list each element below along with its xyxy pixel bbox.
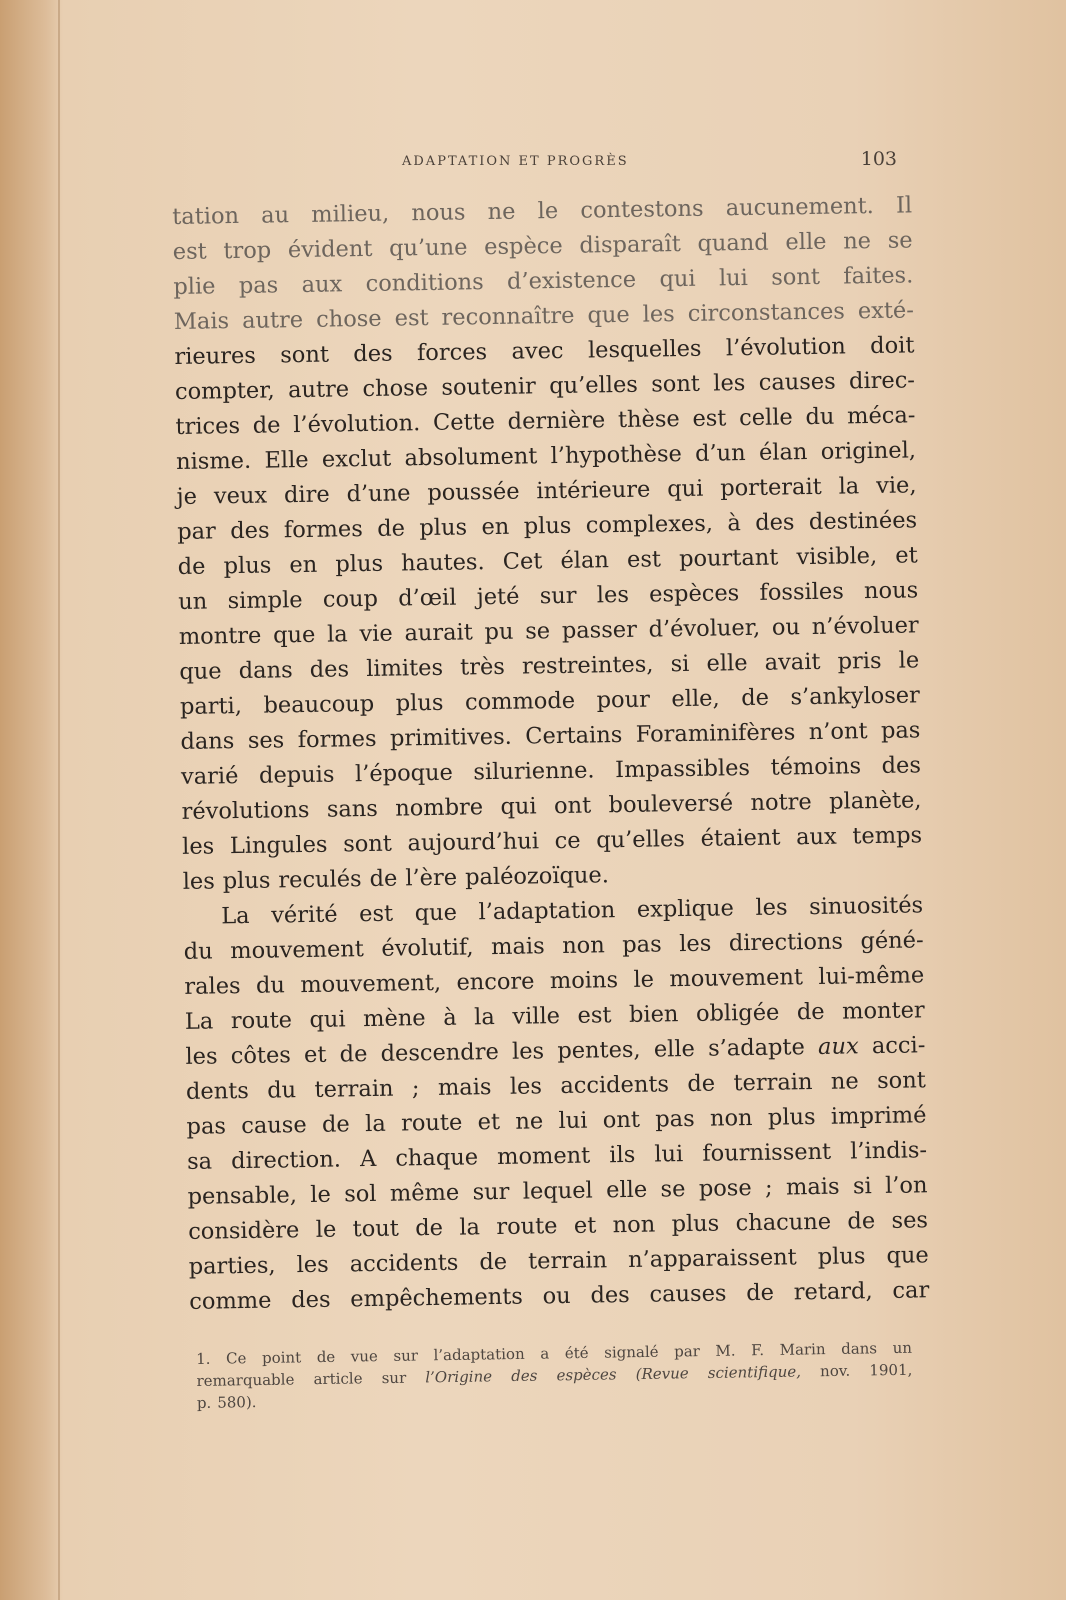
body-text-line: pas cause de la route et ne lui ont pas non plus imprimé	[186, 1102, 927, 1140]
footnote-line: p. 580).	[196, 1393, 257, 1412]
body-text-line: parti, beaucoup plus commode pour elle, de s’ankyloser	[179, 682, 921, 720]
body-text-line: rieures sont des forces avec lesquelles l’évolution doit	[174, 332, 915, 370]
body-text-line: les Lingules sont aujourd’hui ce qu’elles étaient aux temps	[181, 822, 923, 860]
body-text-line: montre que la vie aurait pu se passer d’évoluer, ou n’évoluer	[178, 612, 919, 650]
body-text-line: plie pas aux conditions d’existence qui lui sont faites.	[173, 262, 914, 300]
body-text-line: pensable, le sol même sur lequel elle se pose ; mais si l’on	[187, 1172, 928, 1210]
body-text	[172, 188, 930, 1319]
body-text-line: un simple coup d’œil jeté sur les espèces fossiles nous	[178, 577, 919, 615]
body-text-line: dents du terrain ; mais les accidents de terrain ne sont	[185, 1067, 926, 1105]
body-text-line: je veux dire d’une poussée intérieure qui porterait la vie,	[176, 472, 917, 510]
page-gutter	[0, 0, 62, 1600]
footnote	[196, 1337, 913, 1414]
body-text-line: par des formes de plus en plus complexes, à des destinées	[177, 507, 918, 545]
body-text-line: du mouvement évolutif, mais non pas les directions géné-	[183, 927, 924, 965]
body-text-line: compter, autre chose soutenir qu’elles sont les causes direc-	[174, 367, 916, 405]
body-text-line: considère le tout de la route et non plus chacune de ses	[188, 1207, 929, 1245]
body-text-line: trices de l’évolution. Cette dernière thèse est celle du méca-	[175, 402, 916, 440]
body-text-line: révolutions sans nombre qui ont bouleversé notre planète,	[181, 787, 922, 825]
body-text-line: de plus en plus hautes. Cet élan est pourtant visible, et	[177, 542, 918, 580]
body-text-line: sa direction. A chaque moment ils lui fournissent l’indis-	[186, 1137, 928, 1175]
body-text-line: dans ses formes primitives. Certains Foraminifères n’ont pas	[180, 717, 921, 755]
body-text-line: que dans des limites très restreintes, si elle avait pris le	[179, 647, 920, 685]
body-text-line: La route qui mène à la ville est bien obligée de monter	[184, 997, 925, 1035]
page-header	[402, 148, 897, 178]
body-text-line: tation au milieu, nous ne le contestons aucunement. Il	[172, 192, 913, 230]
body-text-line: parties, les accidents de terrain n’apparaissent plus que	[188, 1242, 929, 1280]
running-head: ADAPTATION ET PROGRÈS	[402, 154, 629, 169]
body-text-line: les plus reculés de l’ère paléozoïque.	[182, 862, 610, 895]
body-text-line: nisme. Elle exclut absolument l’hypothèse d’un élan originel,	[175, 437, 917, 475]
body-text-line: varié depuis l’époque silurienne. Impassibles témoins des	[180, 752, 922, 790]
footnote-line: 1. Ce point de vue sur l’adaptation a été signalé par M. F. Marin dans un	[196, 1338, 913, 1368]
footnote-line: remarquable article sur l’Origine des espèces (Revue scientifique, nov. 1901,	[196, 1360, 913, 1390]
body-text-line: rales du mouvement, encore moins le mouvement lui-même	[184, 962, 925, 1000]
body-text-line: comme des empêchements ou des causes de retard, car	[189, 1277, 930, 1315]
body-text-line: est trop évident qu’une espèce disparaît quand elle ne se	[172, 227, 913, 265]
body-text-line: les côtes et de descendre les pentes, elle s’adapte aux acci-	[185, 1032, 926, 1070]
binding-edge	[58, 0, 60, 1600]
body-text-line: La vérité est que l’adaptation explique les sinuosités	[221, 892, 924, 930]
page-number: 103	[860, 148, 897, 170]
body-text-line: Mais autre chose est reconnaître que les circonstances exté-	[173, 297, 915, 335]
